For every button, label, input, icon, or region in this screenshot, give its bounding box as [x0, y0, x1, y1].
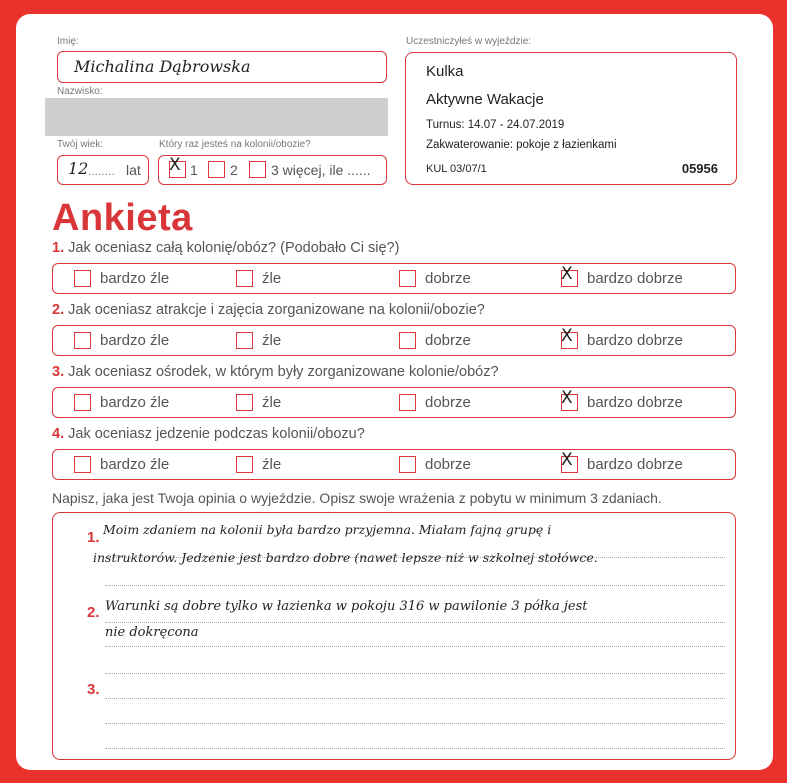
question-3-answers [52, 387, 736, 418]
question-1-answers [52, 263, 736, 294]
q4-option-zle-checkbox[interactable] [236, 456, 253, 473]
accommodation-label: Zakwaterowanie: [426, 139, 513, 151]
trip-program: Aktywne Wakacje [426, 91, 544, 108]
option-label: bardzo dobrze [587, 332, 683, 349]
name-label: Imię: [57, 36, 79, 47]
option-label: źle [262, 456, 282, 473]
turnus-row [426, 119, 564, 131]
option-label: dobrze [425, 394, 471, 411]
option-label: bardzo źle [100, 394, 170, 411]
option-label: dobrze [425, 332, 471, 349]
trip-number: 05956 [681, 161, 718, 176]
q3-option-bardzo-zle-checkbox[interactable] [74, 394, 91, 411]
age-dots: ........ [88, 164, 115, 178]
writing-line [105, 585, 725, 586]
q4-option-bardzo-zle-checkbox[interactable] [74, 456, 91, 473]
writing-line [105, 622, 725, 623]
option-label: źle [262, 332, 282, 349]
question-4 [52, 426, 365, 442]
question-text: Jak oceniasz całą kolonię/obóz? (Podobało Ci się?) [68, 240, 400, 256]
question-text: Jak oceniasz atrakcje i zajęcia zorganizowane na kolonii/obozie? [68, 302, 485, 318]
survey-title: Ankieta [52, 197, 193, 239]
question-2-answers [52, 325, 736, 356]
writing-line [105, 673, 725, 674]
writing-line [105, 646, 725, 647]
question-number: 2. [52, 302, 65, 318]
writing-line [105, 748, 725, 749]
option-label: dobrze [425, 456, 471, 473]
opinion-line-4: nie dokręcona [105, 625, 199, 640]
opinion-number-1: 1. [87, 529, 100, 546]
opinion-prompt: Napisz, jaka jest Twoja opinia o wyjeździe. Opisz swoje wrażenia z pobytu w minimum 3 zdaniach. [52, 490, 662, 506]
opinion-number-3: 3. [87, 681, 100, 698]
check-mark: X [561, 264, 573, 284]
check-mark: X [561, 326, 573, 346]
check-mark: X [561, 450, 573, 470]
writing-line [105, 698, 725, 699]
turnus-value: 14.07 - 24.07.2019 [467, 119, 565, 131]
opinion-box[interactable] [52, 512, 736, 760]
question-number: 1. [52, 240, 65, 256]
opinion-number-2: 2. [87, 604, 100, 621]
option-label: bardzo źle [100, 456, 170, 473]
q4-option-bardzo-dobrze-checkbox[interactable] [561, 450, 578, 473]
option-label: bardzo dobrze [587, 456, 683, 473]
accommodation-row [426, 139, 617, 151]
surname-label: Nazwisko: [57, 86, 103, 97]
name-field[interactable] [57, 51, 387, 83]
option-label: źle [262, 394, 282, 411]
participant-label: Uczestniczyłeś w wyjeździe: [406, 36, 532, 47]
camp-count-field [158, 155, 387, 185]
option-label: bardzo dobrze [587, 394, 683, 411]
question-2 [52, 302, 485, 318]
age-label: Twój wiek: [57, 139, 104, 150]
q3-option-zle-checkbox[interactable] [236, 394, 253, 411]
q2-option-bardzo-dobrze-checkbox[interactable] [561, 326, 578, 349]
q4-option-dobrze-checkbox[interactable] [399, 456, 416, 473]
opinion-line-1: Moim zdaniem na kolonii była bardzo przyjemna. Miałam fajną grupę i [103, 522, 552, 537]
q2-option-dobrze-checkbox[interactable] [399, 332, 416, 349]
opinion-line-3: Warunki są dobre tylko w łazienka w pokoju 316 w pawilonie 3 półka jest [105, 599, 588, 614]
question-4-answers [52, 449, 736, 480]
surname-redacted [45, 98, 388, 136]
question-number: 4. [52, 426, 65, 442]
option-label: bardzo źle [100, 332, 170, 349]
camp-count-checkbox-2[interactable] [208, 161, 225, 178]
opinion-line-2: instruktorów. Jedzenie jest bardzo dobre (nawet lepsze niż w szkolnej stołówce. [93, 550, 598, 565]
age-field[interactable] [57, 155, 149, 185]
camp-count-checkbox-1[interactable] [169, 155, 186, 178]
option-label: bardzo źle [100, 270, 170, 287]
survey-sheet [16, 14, 773, 770]
q3-option-dobrze-checkbox[interactable] [399, 394, 416, 411]
trip-code: KUL 03/07/1 [426, 163, 487, 175]
trip-info-box [405, 52, 737, 185]
check-mark: X [169, 155, 181, 175]
camp-count-label: Który raz jesteś na kolonii/obozie? [159, 139, 311, 150]
q2-option-bardzo-zle-checkbox[interactable] [74, 332, 91, 349]
accommodation-value: pokoje z łazienkami [516, 139, 617, 151]
camp-count-option-2: 2 [230, 162, 238, 178]
option-label: dobrze [425, 270, 471, 287]
trip-name: Kulka [426, 63, 464, 80]
camp-count-option-1: 1 [190, 162, 198, 178]
age-unit: lat [126, 162, 141, 178]
name-value: Michalina Dąbrowska [74, 57, 251, 76]
q1-option-bardzo-zle-checkbox[interactable] [74, 270, 91, 287]
option-label: źle [262, 270, 282, 287]
q2-option-zle-checkbox[interactable] [236, 332, 253, 349]
q1-option-bardzo-dobrze-checkbox[interactable] [561, 264, 578, 287]
question-number: 3. [52, 364, 65, 380]
check-mark: X [561, 388, 573, 408]
camp-count-checkbox-3[interactable] [249, 161, 266, 178]
turnus-label: Turnus: [426, 119, 465, 131]
writing-line [105, 723, 725, 724]
q1-option-dobrze-checkbox[interactable] [399, 270, 416, 287]
option-label: bardzo dobrze [587, 270, 683, 287]
question-1 [52, 240, 399, 256]
camp-count-option-3: 3 więcej, ile ...... [271, 162, 371, 178]
q3-option-bardzo-dobrze-checkbox[interactable] [561, 388, 578, 411]
question-3 [52, 364, 499, 380]
q1-option-zle-checkbox[interactable] [236, 270, 253, 287]
question-text: Jak oceniasz ośrodek, w którym były zorganizowane kolonie/obóz? [68, 364, 499, 380]
question-text: Jak oceniasz jedzenie podczas kolonii/obozu? [68, 426, 365, 442]
age-value: 12 [68, 159, 89, 178]
